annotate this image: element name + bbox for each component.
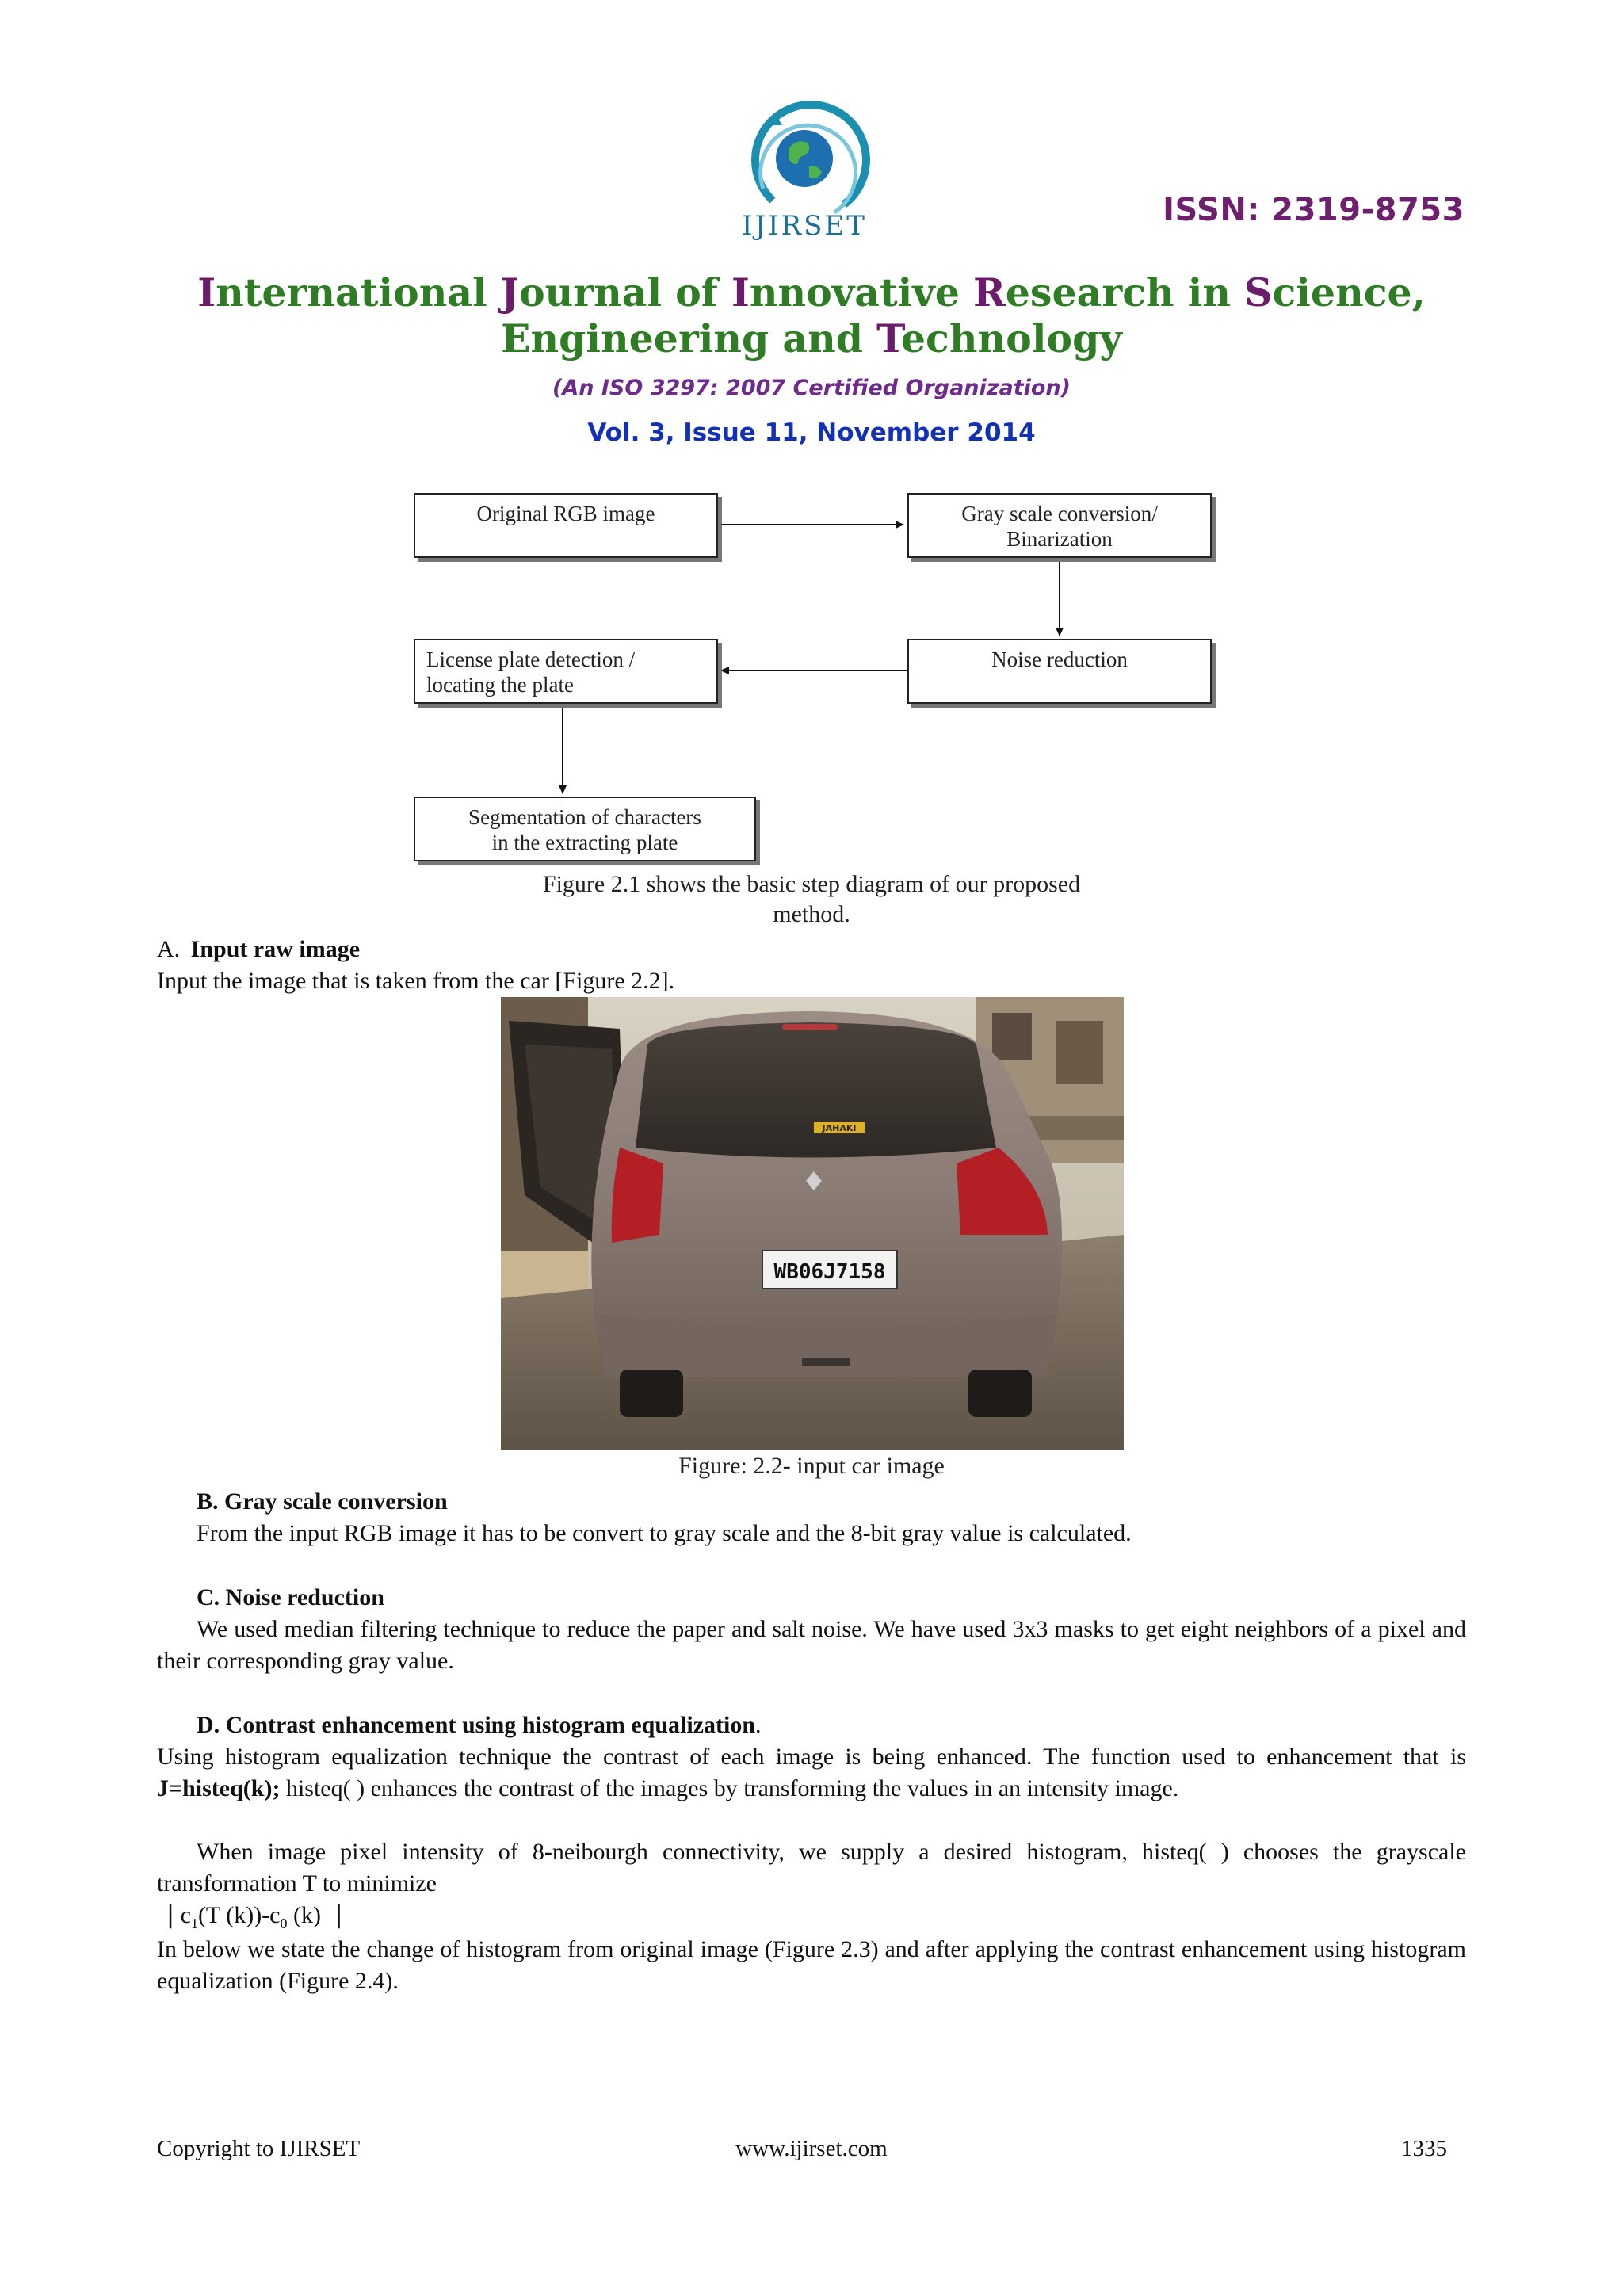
- footer-website[interactable]: www.ijirset.com: [735, 2136, 888, 2161]
- section-a-text: Input the image that is taken from the car [Figure 2.2].: [157, 968, 675, 994]
- abs-bar-right: |: [334, 1901, 343, 1929]
- license-plate-text: WB06J7158: [773, 1260, 886, 1284]
- section-d-paragraph-2: When image pixel intensity of 8-neibourgh connectivity, we supply a desired histogram, histeq( ) chooses the grayscale transformation T to minimize: [157, 1839, 1466, 1897]
- issn-label: ISSN: 2319-8753: [1163, 192, 1465, 228]
- histeq-function: J=histeq(k);: [157, 1775, 281, 1801]
- section-c-text: We used median filtering technique to reduce the paper and salt noise. We have used 3x3 masks to get eight neighbors of a pixel and their corresponding gray value.: [157, 1616, 1466, 1674]
- section-d-paragraph-3: In below we state the change of histogram from original image (Figure 2.3) and after applying the contrast enhancement using histogram equalization (Figure 2.4).: [157, 1936, 1466, 1994]
- volume-issue: Vol. 3, Issue 11, November 2014: [587, 418, 1036, 447]
- window-sticker-text: JAHAKI: [822, 1123, 857, 1133]
- title-fragment: cience,: [1272, 269, 1426, 315]
- section-d-heading: [197, 1710, 762, 1741]
- paragraph-text: Using histogram equalization technique the contrast of each image is being enhanced. The function used to enhancement that is: [157, 1744, 1466, 1770]
- title-fragment: nternational: [216, 269, 501, 315]
- box-label-line: Binarization: [1006, 527, 1113, 551]
- box-segmentation: [414, 797, 756, 861]
- box-label: Noise reduction: [991, 648, 1128, 671]
- section-d-paragraph-1: [157, 1741, 1466, 1805]
- title-fragment: Engineering and: [501, 315, 877, 361]
- section-c-heading: C. Noise reduction: [197, 1584, 384, 1610]
- box-original-rgb: [414, 493, 718, 558]
- box-label-line: Segmentation of characters: [468, 805, 701, 829]
- logo-wordmark: IJIRSET: [742, 210, 867, 242]
- box-label: Original RGB image: [476, 502, 655, 525]
- box-gray-scale: [907, 493, 1212, 558]
- title-fragment: ournal of: [518, 269, 731, 315]
- caption-line: Figure 2.1 shows the basic step diagram of our proposed: [542, 871, 1081, 897]
- abs-bar-left: |: [166, 1901, 175, 1929]
- box-label-line: Gray scale conversion/: [961, 502, 1158, 525]
- formula-subscript: 0: [280, 1916, 288, 1931]
- box-label-line: in the extracting plate: [491, 831, 678, 854]
- section-a-heading: [157, 934, 360, 965]
- car-image: [501, 997, 1124, 1450]
- formula-part: c: [180, 1902, 191, 1928]
- section-b-heading: B. Gray scale conversion: [197, 1488, 448, 1515]
- title-fragment: S: [1244, 269, 1273, 315]
- journal-logo: [725, 94, 884, 244]
- formula-subscript: 1: [190, 1916, 198, 1931]
- flow-diagram: [396, 476, 1236, 872]
- title-fragment: R: [972, 269, 1006, 315]
- section-d-title: D. Contrast enhancement using histogram equalization: [197, 1712, 756, 1738]
- box-label-line: locating the plate: [426, 673, 574, 697]
- title-fragment: esearch in: [1005, 269, 1245, 315]
- title-fragment: I: [197, 269, 216, 315]
- formula-part: (k): [287, 1902, 321, 1928]
- figure-2-1-caption: [0, 869, 1623, 930]
- title-fragment: echnology: [900, 315, 1122, 361]
- caption-line: method.: [773, 901, 850, 927]
- section-a-label: A.: [157, 936, 181, 962]
- formula-part: (T (k))-c: [197, 1902, 281, 1928]
- footer-page-number: 1335: [1401, 2136, 1447, 2161]
- section-a-title: Input raw image: [190, 936, 361, 962]
- title-fragment: J: [500, 269, 519, 315]
- title-fragment: I: [731, 269, 750, 315]
- journal-title-line2: [0, 315, 1623, 361]
- section-b-text: From the input RGB image it has to be convert to gray scale and the 8-bit gray value is calculated.: [197, 1520, 1132, 1546]
- paragraph-text: histeq( ) enhances the contrast of the images by transforming the values in an intensity image.: [280, 1775, 1179, 1801]
- footer-copyright: Copyright to IJIRSET: [157, 2136, 361, 2161]
- iso-certification: (An ISO 3297: 2007 Certified Organization): [552, 376, 1071, 400]
- box-label-line: License plate detection /: [426, 648, 636, 671]
- figure-2-2-caption: Figure: 2.2- input car image: [678, 1453, 945, 1479]
- section-d-title-suffix: .: [755, 1712, 762, 1738]
- title-fragment: nnovative: [749, 269, 973, 315]
- box-plate-detection: [414, 639, 718, 704]
- title-fragment: T: [876, 315, 901, 361]
- journal-title-line1: [0, 269, 1623, 315]
- box-noise-reduction: [907, 639, 1212, 704]
